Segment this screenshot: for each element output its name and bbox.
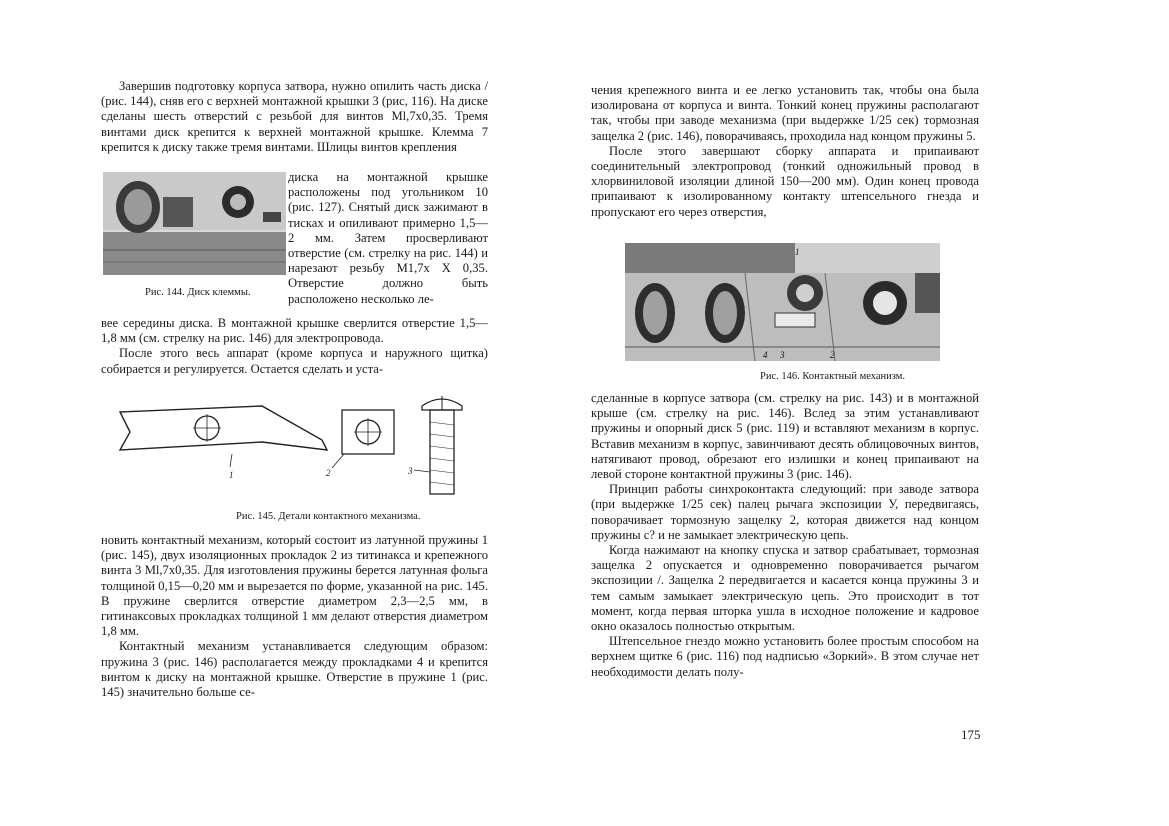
left-para-3 [101,533,488,700]
fig146-label-1: 1 [795,247,800,257]
figure-146-caption: Рис. 146. Контактный механизм. [760,371,906,382]
right-para-3 [591,391,979,680]
fig146-label-2: 2 [830,350,835,360]
fig146-label-4: 4 [763,350,768,360]
right-paragraph-3: сделанные в корпусе затвора (см. стрелку на рис. 143) и в монтажной крыше (см. стрелку на рис. 146). Вслед за этим устанавливают пружины и опорный диск 5 (рис. 119) и вставляют механизм в корпус. Вставив механизм в корпус, завинчивают десять облицовочных винтов, натягивают провод, обрезают его излишки и конец припаивают на левой стороне контактной пружины 3 (рис. 146). [591,391,979,482]
left-paragraph-4: Контактный механизм устанавливается следующим образом: пружина 3 (рис. 146) располагается между прокладками 4 и крепится винтом к диску на монтажной крышке. Отверстие в пружине 1 (рис. 145) значительно больше се- [101,639,488,700]
figure-146-contact-mechanism-photo [625,243,940,361]
figure-144-disc-photo [103,172,286,275]
left-paragraph-2: После этого весь аппарат (кроме корпуса и наружного щитка) собирается и регулируется. Остается сделать и уста- [101,346,488,376]
figure-144-caption: Рис. 144. Диск клеммы. [145,287,251,298]
fig145-label-2: 2 [326,468,331,478]
right-paragraph-4: Принцип работы синхроконтакта следующий: при заводе затвора (при выдержке 1/25 сек) палец рычага экспозиции У, передвигаясь, поворачивает тормозную защелку 2, которая движется над концом пружины с? и не замыкает электрическую цепь. [591,482,979,542]
figure-145-contact-parts [112,392,472,500]
left-paragraph-3: новить контактный механизм, который состоит из латунной пружины 1 (рис. 145), двух изоляционных прокладок 2 из титинакса и крепежного винта 3 Ml,7x0,35. Для изготовления пружины берется латунная фольга толщиной 0,15—0,20 мм и вырезается по форме, указанной на рис. 145. В пружине сверлится отверстие диаметром 2,3—2,5 мм, в гитинаксовых прокладках толщиной 1 мм делают отверстия диаметром 1,8 мм. [101,533,488,639]
right-para-1 [591,83,979,220]
left-paragraph-intro: Завершив подготовку корпуса затвора, нужно опилить часть диска / (рис. 144), сняв его с верхней монтажной крышки 3 (рис, 116). На диске сделаны шесть отверстий с резьбой для винтов Ml,7x0,35. Тремя винтами диск крепится к верхней монтажной крышке. Клемма 7 крепится к диску также тремя винтами. Шлицы винтов крепления [101,79,488,154]
fig145-label-1: 1 [229,470,234,480]
left-para-1 [101,79,488,155]
left-paragraph-continuation: вее середины диска. В монтажной крышке сверлится отверстие 1,5—1,8 мм (см. стрелку на рис. 146) для электропровода. [101,316,488,346]
right-paragraph-1: чения крепежного винта и ее легко установить так, чтобы она была изолирована от корпуса и винта. Тонкий конец пружины располагают так, чтобы при заводе механизма (при выдержке 1/25 сек) тормозная защелка 2 (рис. 146), поворачиваясь, проходила над концом пружины 5. [591,83,979,143]
fig145-label-3: 3 [408,466,413,476]
left-wrap-text [288,170,488,307]
right-paragraph-6: Штепсельное гнездо можно установить более простым способом на верхнем щитке 6 (рис. 116) под надписью «Зоркий». В этом случае нет необходимости делать полу- [591,634,979,679]
right-paragraph-2: После этого завершают сборку аппарата и припаивают соединительный электропровод (тонкий одножильный провод в хлорвиниловой изоляции длиной 150—200 мм). Один конец провода припаивают к изолированному контакту штепсельного гнезда и пропускают его через отверстия, [591,143,979,219]
fig146-label-3: 3 [780,350,785,360]
figure-145-caption: Рис. 145. Детали контактного механизма. [236,511,421,522]
page-number: 175 [961,727,981,742]
wrap-paragraph: диска на монтажной крышке расположены под угольником 10 (рис. 127). Снятый диск зажимают в тисках и опиливают примерно 1,5—2 мм. Затем просверливают отверстие (см. стрелку на рис. 144) и нарезают резьбу М1,7х Х 0,35. Отверстие должно быть расположено несколько ле- [288,170,488,306]
left-para-1-end [101,316,488,377]
right-paragraph-5: Когда нажимают на кнопку спуска и затвор срабатывает, тормозная защелка 2 опускается и одновременно поворачивается рычагом экспозиции /. Защелка 2 передвигается и касается конца пружины 3 и тем самым замыкает электрическую цепь. Это происходит в тот момент, когда первая шторка ушла в исходное положение и кадровое окно оказалось полностью открытым. [591,543,979,634]
